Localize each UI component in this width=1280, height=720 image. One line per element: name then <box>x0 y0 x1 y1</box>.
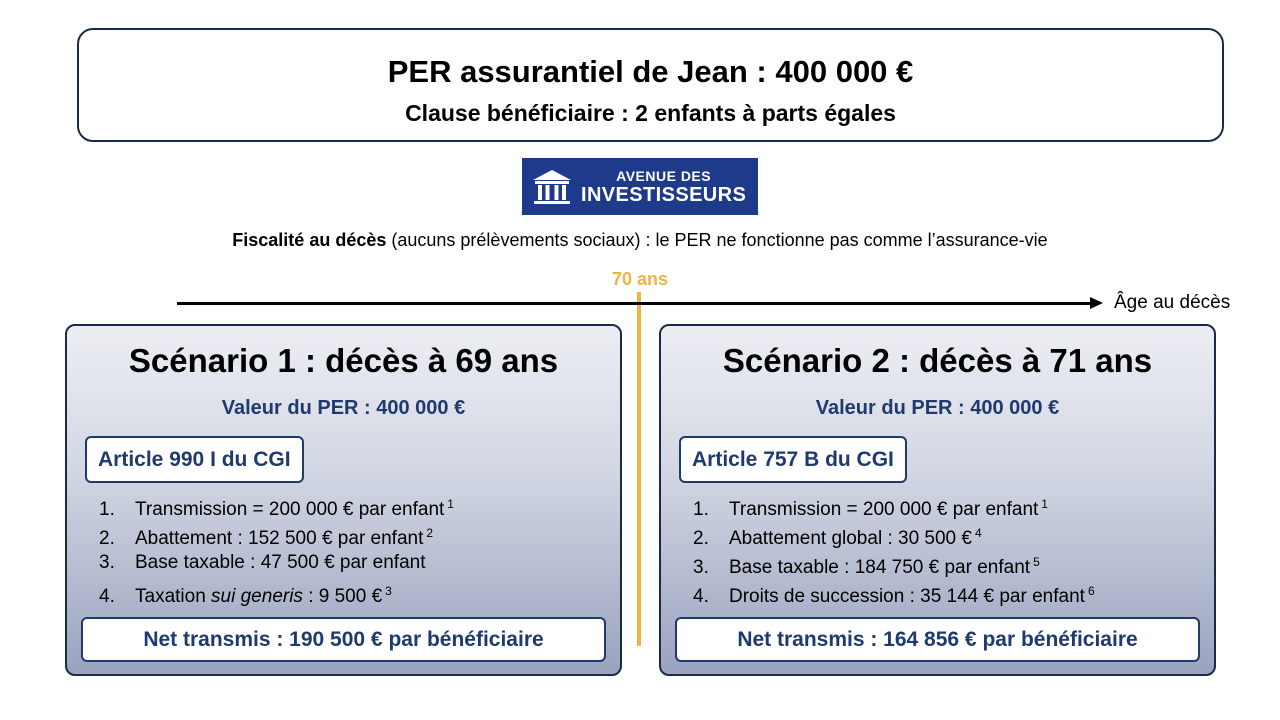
arrow-right-icon <box>1090 297 1103 309</box>
list-item: 3. Base taxable : 47 500 € par enfant <box>99 552 426 573</box>
scenario-2-value: Valeur du PER : 400 000 € <box>815 397 1060 419</box>
fiscal-note-rest: (aucuns prélèvements sociaux) : le PER ne fonctionne pas comme l’assurance-vie <box>386 230 1048 250</box>
scenario-2-net: Net transmis : 164 856 € par bénéficiaire <box>675 617 1200 662</box>
fiscal-note-bold: Fiscalité au décès <box>232 230 387 250</box>
logo <box>522 158 758 215</box>
scenario-2-card <box>659 324 1216 676</box>
age-axis-line <box>177 302 1093 305</box>
age-axis-label: Âge au décès <box>1114 292 1231 313</box>
list-item: 4. Taxation sui generis : 9 500 € $^3$ <box>99 584 392 607</box>
list-item: 2. Abattement : 152 500 € par enfant $^2$ <box>99 526 434 549</box>
header-subtitle: Clause bénéficiaire : 2 enfants à parts égales <box>405 100 896 126</box>
header-title: PER assurantiel de Jean : 400 000 € <box>387 54 914 89</box>
logo-line2: INVESTISSEURS <box>581 183 747 206</box>
scenario-1-net: Net transmis : 190 500 € par bénéficiaire <box>81 617 606 662</box>
bank-building-icon <box>531 168 573 206</box>
list-item: 2. Abattement global : 30 500 € $^4$ <box>693 526 982 549</box>
scenario-1-title: Scénario 1 : décès à 69 ans <box>128 342 559 379</box>
list-item: 3. Base taxable : 184 750 € par enfant $^5$ <box>693 555 1040 578</box>
scenario-1-card <box>65 324 622 676</box>
scenario-2-steps <box>693 490 1095 606</box>
scenario-1-steps <box>99 490 454 606</box>
list-item: 1. Transmission = 200 000 € par enfant $^1$ <box>693 497 1048 520</box>
age-marker-label: 70 ans <box>611 269 669 289</box>
logo-text <box>581 168 746 206</box>
logo-line1: AVENUE DES <box>616 167 712 184</box>
age-marker-line <box>637 292 641 646</box>
fiscal-note <box>0 230 1280 251</box>
list-item: 4. Droits de succession : 35 144 € par enfant $^6$ <box>693 584 1095 607</box>
scenario-1-article: Article 990 I du CGI <box>85 436 304 483</box>
scenario-1-value: Valeur du PER : 400 000 € <box>221 397 466 419</box>
header-box <box>77 28 1224 142</box>
scenario-2-title: Scénario 2 : décès à 71 ans <box>722 342 1153 379</box>
scenario-2-article: Article 757 B du CGI <box>679 436 907 483</box>
list-item: 1. Transmission = 200 000 € par enfant $^1$ <box>99 497 454 520</box>
